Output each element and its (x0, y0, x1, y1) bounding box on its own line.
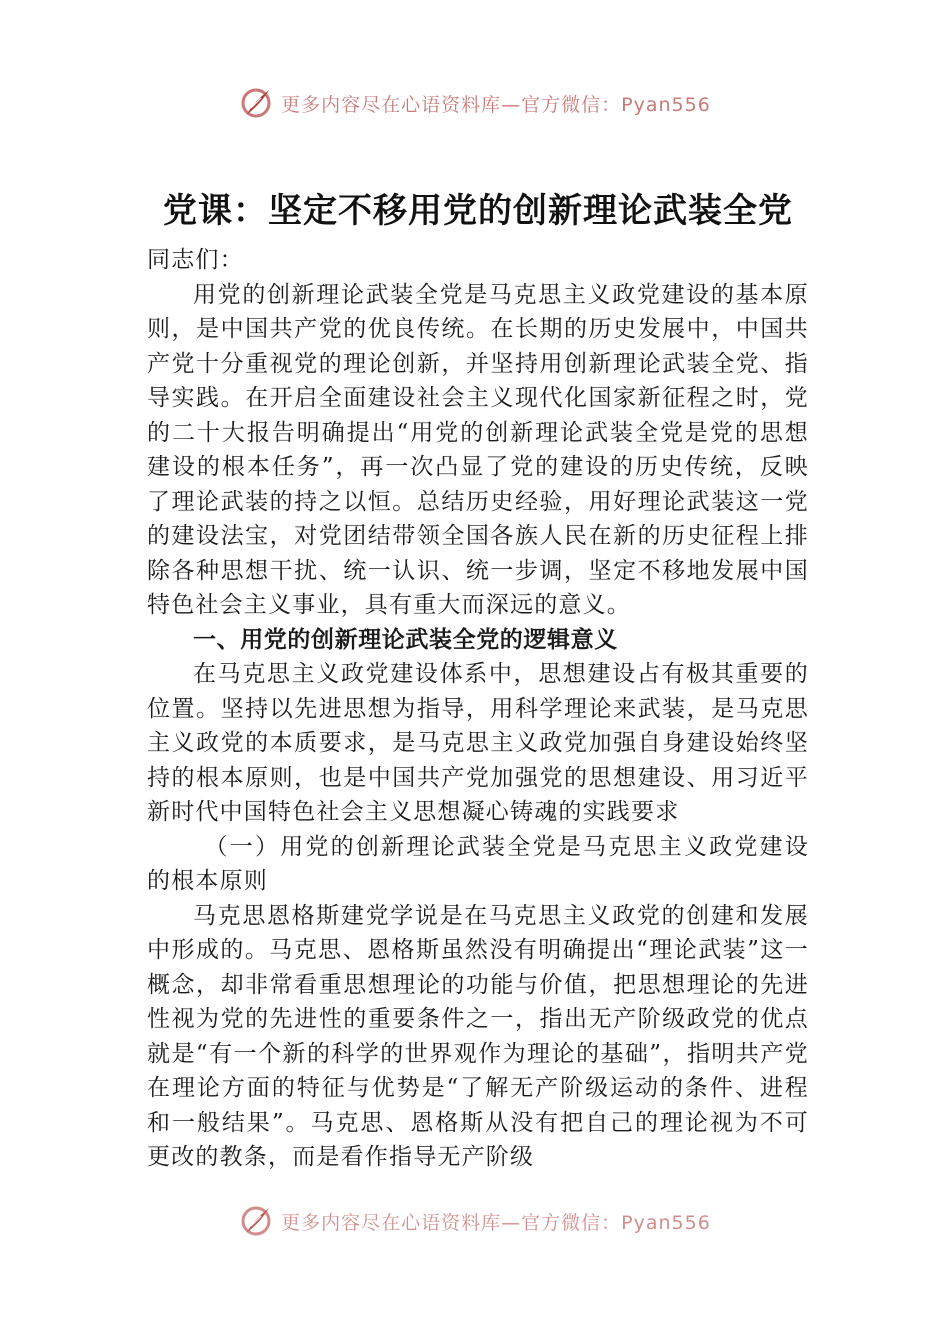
paragraph-subsection-1: 马克思恩格斯建党学说是在马克思主义政党的创建和发展中形成的。马克思、恩格斯虽然没有明确提出“理论武装”这一概念，却非常看重思想理论的功能与价值，把思想理论的先进性视为党的先进性的重要条件之一，指出无产阶级政党的优点就是“有一个新的科学的世界观作为理论的基础”，指明共产党在理论方面的特征与优势是“了解无产阶级运动的条件、进程和一般结果”。马克思、恩格斯从没有把自己的理论视为不可更改的教条，而是看作指导无产阶级 (147, 902, 809, 1170)
watermark-text: 更多内容尽在心语资料库—官方微信：Pyan556 (281, 1211, 711, 1234)
watermark-footer (0, 1204, 950, 1238)
paragraph-intro: 用党的创新理论武装全党是马克思主义政党建设的基本原则，是中国共产党的优良传统。在长期的历史发展中，中国共产党十分重视党的理论创新，并坚持用创新理论武装全党、指导实践。在开启全面建设社会主义现代化国家新征程之时，党的二十大报告明确提出“用党的创新理论武装全党是党的思想建设的根本任务”，再一次凸显了党的建设的历史传统，反映了理论武装的持之以恒。总结历史经验，用好理论武装这一党的建设法宝，对党团结带领全国各族人民在新的历史征程上排除各种思想干扰、统一认识、统一步调，坚定不移地发展中国特色社会主义事业，具有重大而深远的意义。 (147, 281, 809, 618)
section-heading-1: 一、用党的创新理论武装全党的逻辑意义 (193, 626, 618, 653)
watermark-header (0, 86, 950, 120)
paragraph-section-1: 在马克思主义政党建设体系中，思想建设占有极其重要的位置。坚持以先进思想为指导，用科学理论来武装，是马克思主义政党的本质要求，是马克思主义政党加强自身建设始终坚持的根本原则，也是中国共产党加强党的思想建设、用习近平新时代中国特色社会主义思想凝心铸魂的实践要求 (147, 661, 809, 825)
feather-logo-icon (239, 86, 273, 120)
salutation: 同志们： (147, 247, 244, 273)
document-title: 党课：坚定不移用党的创新理论武装全党 (163, 191, 793, 231)
subsection-heading-1: （一）用党的创新理论武装全党是马克思主义政党建设的根本原则 (147, 833, 809, 894)
document-page (147, 185, 809, 1175)
feather-logo-icon (239, 1204, 273, 1238)
watermark-text: 更多内容尽在心语资料库—官方微信：Pyan556 (281, 93, 711, 116)
